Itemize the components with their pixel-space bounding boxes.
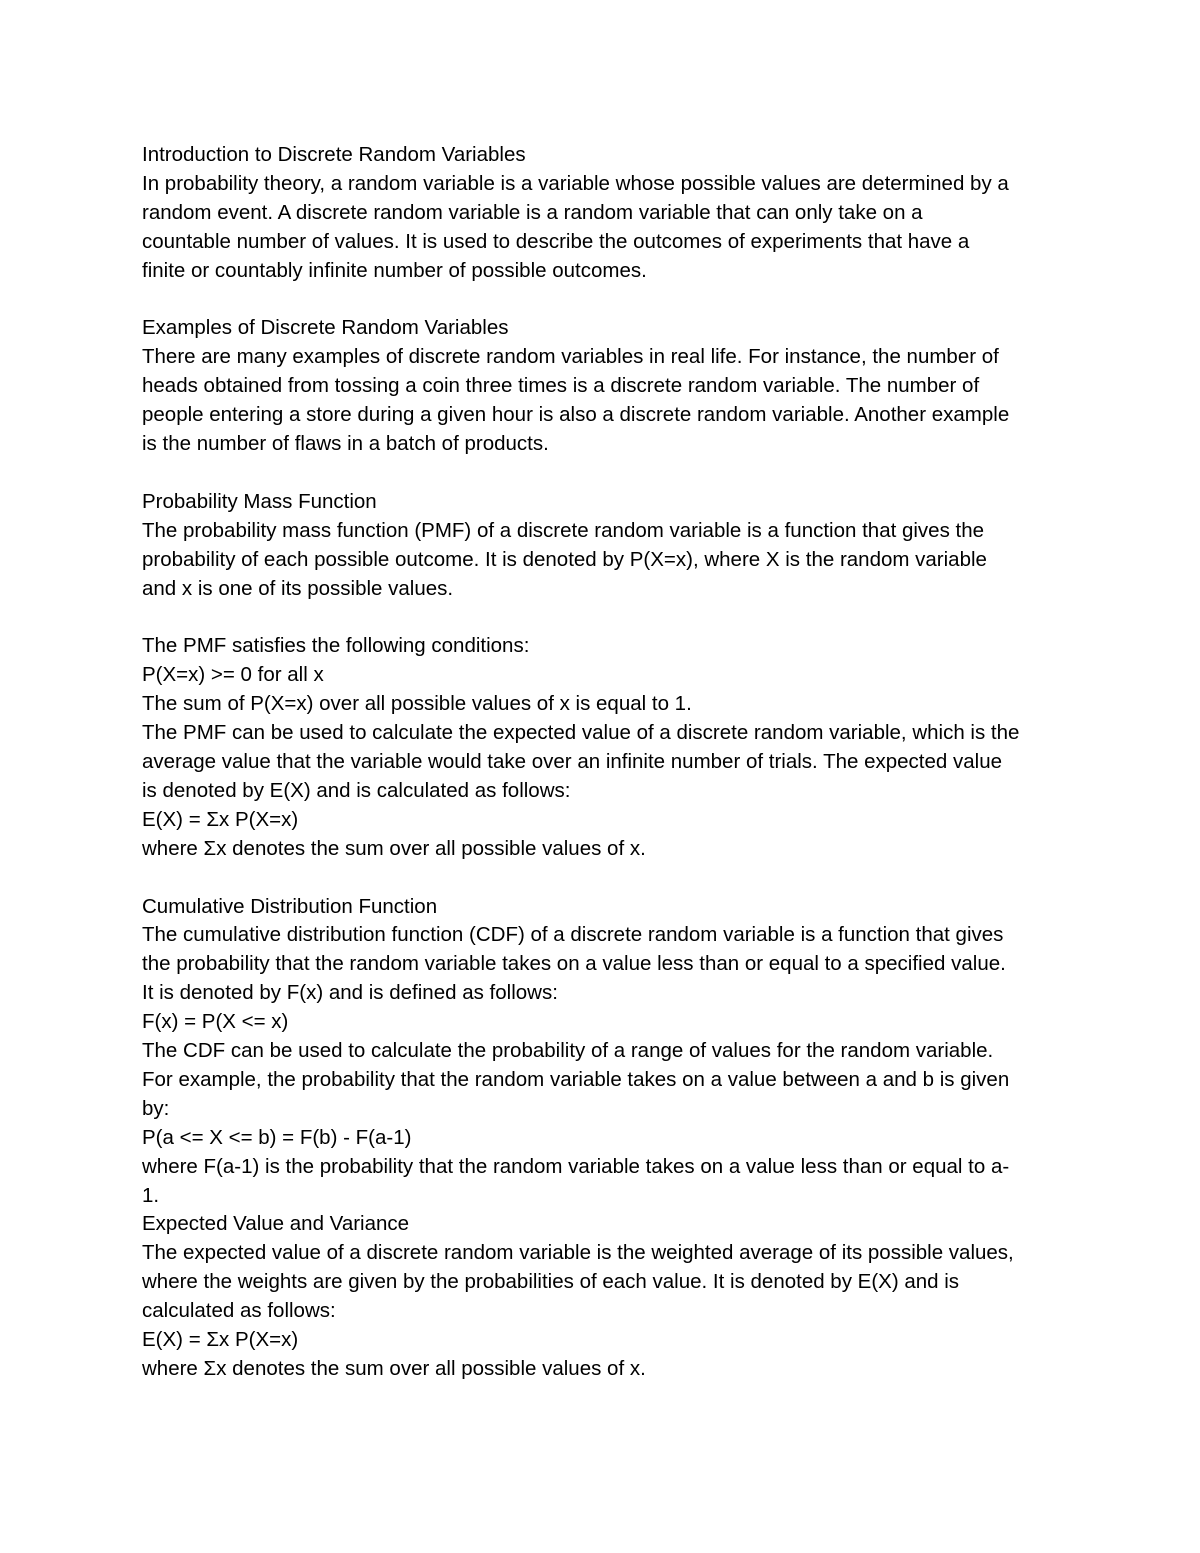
blank-line (142, 459, 1062, 488)
paragraph-line: by: (142, 1096, 170, 1120)
paragraph-line: where F(a-1) is the probability that the random variable takes on a value less than or equal to a- (142, 1154, 1010, 1178)
paragraph-line: The expected value of a discrete random variable is the weighted average of its possible values, (142, 1241, 1014, 1265)
heading-cdf: Cumulative Distribution Function (142, 894, 438, 918)
paragraph-line: probability of each possible outcome. It is denoted by P(X=x), where X is the random variable (142, 547, 987, 571)
paragraph-line: and x is one of its possible values. (142, 576, 454, 600)
paragraph-line: The PMF satisfies the following conditions: (142, 634, 530, 658)
formula-line: E(X) = Σx P(X=x) (142, 1328, 299, 1352)
heading-introduction: Introduction to Discrete Random Variables (142, 143, 526, 166)
document-page (142, 141, 1062, 1384)
paragraph-line: calculated as follows: (142, 1299, 336, 1323)
heading-examples: Examples of Discrete Random Variables (142, 316, 509, 340)
formula-line: P(a <= X <= b) = F(b) - F(a-1) (142, 1125, 412, 1149)
paragraph-line: In probability theory, a random variable is a variable whose possible values are determined by a (142, 171, 1009, 195)
formula-line: E(X) = Σx P(X=x) (142, 807, 299, 831)
paragraph-line: people entering a store during a given hour is also a discrete random variable. Another example (142, 403, 1010, 427)
paragraph-line: For example, the probability that the random variable takes on a value between a and b is given (142, 1067, 1010, 1091)
paragraph-line: The cumulative distribution function (CDF) of a discrete random variable is a function that gives (142, 923, 1004, 947)
paragraph-line: countable number of values. It is used to describe the outcomes of experiments that have a (142, 229, 970, 253)
formula-line: F(x) = P(X <= x) (142, 1010, 289, 1034)
paragraph-line: It is denoted by F(x) and is defined as follows: (142, 981, 558, 1005)
paragraph-line: There are many examples of discrete random variables in real life. For instance, the number of (142, 345, 999, 369)
paragraph-line: The probability mass function (PMF) of a discrete random variable is a function that gives the (142, 518, 985, 542)
paragraph-line: heads obtained from tossing a coin three times is a discrete random variable. The number of (142, 374, 980, 398)
heading-pmf: Probability Mass Function (142, 489, 377, 513)
paragraph-line: where the weights are given by the probabilities of each value. It is denoted by E(X) and is (142, 1270, 960, 1294)
paragraph-line: The sum of P(X=x) over all possible values of x is equal to 1. (142, 692, 692, 716)
paragraph-line: finite or countably infinite number of possible outcomes. (142, 258, 647, 282)
blank-line (142, 286, 1062, 315)
paragraph-line: The CDF can be used to calculate the probability of a range of values for the random variable. (142, 1039, 994, 1063)
blank-line (142, 603, 1062, 632)
paragraph-line: average value that the variable would take over an infinite number of trials. The expected value (142, 749, 1002, 773)
paragraph-line: is the number of flaws in a batch of products. (142, 432, 549, 456)
blank-line (142, 864, 1062, 893)
paragraph-line: where Σx denotes the sum over all possible values of x. (142, 1357, 646, 1380)
heading-expected-value: Expected Value and Variance (142, 1212, 410, 1236)
paragraph-line: The PMF can be used to calculate the expected value of a discrete random variable, which is the (142, 721, 1020, 745)
paragraph-line: 1. (142, 1183, 160, 1207)
paragraph-line: is denoted by E(X) and is calculated as follows: (142, 778, 571, 802)
formula-line: P(X=x) >= 0 for all x (142, 663, 324, 687)
paragraph-line: where Σx denotes the sum over all possible values of x. (142, 836, 646, 860)
paragraph-line: random event. A discrete random variable is a random variable that can only take on a (142, 200, 923, 224)
paragraph-line: the probability that the random variable takes on a value less than or equal to a specified value. (142, 952, 1006, 976)
